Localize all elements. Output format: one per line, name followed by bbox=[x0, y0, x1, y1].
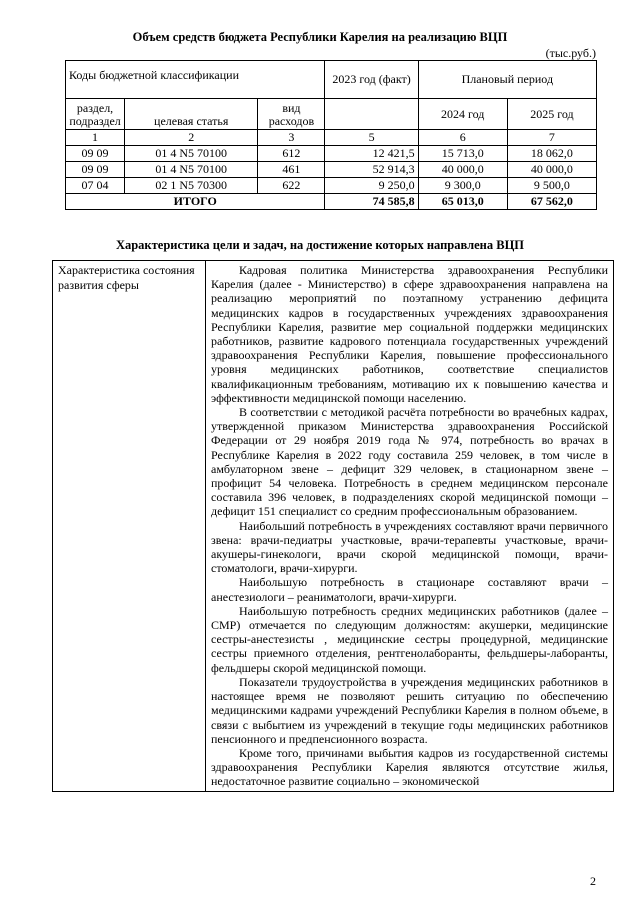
codes-header: Коды бюджетной классификации bbox=[66, 61, 325, 99]
paragraph: Наибольший потребность в учреждениях составляют врачи первичного звена: врачи-педиатры участковые, врачи-терапевты участковые, врачи- акушеры-гинекологи, врачи скорой медицинской помощи, врачи-стоматологи, врачи-хирурги. bbox=[211, 518, 608, 576]
table-cell: 07 04 bbox=[66, 178, 125, 194]
target-header: целевая статья bbox=[125, 99, 258, 130]
total-2024: 65 013,0 bbox=[418, 194, 507, 210]
table-cell: 9 250,0 bbox=[325, 178, 418, 194]
paragraph: Кадровая политика Министерства здравоохранения Республики Карелия (далее - Министерство) в сфере здравоохранения направлена на реализацию мероприятий по поэтапному устранению дефицита медицинских кадров в государственных учреждениях здравоохранения Республики Карелия, развитие мер социальной поддержки медицинских работников, развитие кадрового потенциала государственных учреждений здравоохранения Республики Карелия, повышение профессионального уровня медицинских работников, соответствие специалистов квалификационным требованиям, мотивацию их к повышению качества и эффективности медицинской помощи населению. bbox=[211, 263, 608, 405]
type-header: вид расходов bbox=[258, 99, 325, 130]
total-2025: 67 562,0 bbox=[507, 194, 596, 210]
goals-row bbox=[53, 261, 614, 792]
page-number: 2 bbox=[590, 874, 596, 888]
table-row bbox=[66, 162, 597, 178]
goals-label: Характеристика состояния развития сферы bbox=[53, 261, 206, 792]
table-cell: 15 713,0 bbox=[418, 146, 507, 162]
paragraph: Кроме того, причинами выбытия кадров из государственной системы здравоохранения Республики Карелия являются отсутствие жилья, недостаточное развитие социально – экономической bbox=[211, 745, 608, 789]
table-cell: 40 000,0 bbox=[418, 162, 507, 178]
table-cell: 01 4 N5 70100 bbox=[125, 146, 258, 162]
year2024-header: 2024 год bbox=[418, 99, 507, 130]
paragraph: Наибольшую потребность в стационаре составляют врачи – анестезиологи – реаниматологи, врачи-хирурги. bbox=[211, 575, 608, 604]
table-cell: 09 09 bbox=[66, 146, 125, 162]
table-cell: 461 bbox=[258, 162, 325, 178]
goals-title: Характеристика цели и задач, на достижение которых направлена ВЦП bbox=[115, 238, 525, 252]
table-cell: 612 bbox=[258, 146, 325, 162]
table-cell: 40 000,0 bbox=[507, 162, 596, 178]
goals-table bbox=[52, 260, 614, 792]
table-cell: 18 062,0 bbox=[507, 146, 596, 162]
table-cell: 9 300,0 bbox=[418, 178, 507, 194]
table-cell: 52 914,3 bbox=[325, 162, 418, 178]
total-label: ИТОГО bbox=[66, 194, 325, 210]
table-cell: 01 4 N5 70100 bbox=[125, 162, 258, 178]
table-cell: 5 bbox=[325, 130, 418, 146]
table-cell: 6 bbox=[418, 130, 507, 146]
paragraph: В соответствии с методикой расчёта потребности во врачебных кадрах, утвержденной приказом Министерства здравоохранения Российской Федерации от 29 ноября 2019 года № 974, потребность во врачах в Республике Карелия в 2022 году составила 259 человек, в том числе в амбулаторном звене – дефицит 329 человек, в стационарном звене – профицит 54 человека. Потребность в среднем медицинском персонале составила 396 человек, в подразделениях скорой медицинской помощи – дефицит 151 специалист со средним профессиональным образованием. bbox=[211, 405, 608, 519]
year2023-header: 2023 год (факт) bbox=[325, 61, 418, 99]
table-row bbox=[66, 146, 597, 162]
header-row bbox=[66, 61, 597, 99]
paragraph: Наибольшую потребность средних медицинских работников (далее – СМР) отмечается по следующим должностям: акушерки, медицинские сестры-анестезисты , медицинские сестры процедурной, медицинские сестры приемного отделения, рентгенолаборанты, фельдшеры-лаборанты, фельдшеры скорой медицинской помощи. bbox=[211, 603, 608, 675]
table-cell: 2 bbox=[125, 130, 258, 146]
table-cell: 12 421,5 bbox=[325, 146, 418, 162]
section-header: раздел, подраздел bbox=[66, 99, 125, 130]
budget-title: Объем средств бюджета Республики Карелия на реализацию ВЦП bbox=[132, 30, 508, 44]
budget-table bbox=[65, 60, 597, 210]
table-cell: 02 1 N5 70300 bbox=[125, 178, 258, 194]
table-cell: 7 bbox=[507, 130, 596, 146]
units-label: (тыс.руб.) bbox=[545, 46, 596, 60]
year2025-header: 2025 год bbox=[507, 99, 596, 130]
total-row bbox=[66, 194, 597, 210]
goals-text bbox=[206, 261, 614, 792]
column-numbers-row bbox=[66, 130, 597, 146]
table-cell: 1 bbox=[66, 130, 125, 146]
planned-header: Плановый период bbox=[418, 61, 596, 99]
table-cell: 9 500,0 bbox=[507, 178, 596, 194]
table-cell: 09 09 bbox=[66, 162, 125, 178]
table-row bbox=[66, 178, 597, 194]
table-cell: 622 bbox=[258, 178, 325, 194]
paragraph: Показатели трудоустройства в учреждения медицинских работников в настоящее время не позволяют решить ситуацию по обеспечению медицинскими кадрами учреждений Республики Карелия в полном объеме, в связи с выбытием из учреждений в текущие годы медицинских работников пенсионного и предпенсионного возраста. bbox=[211, 674, 608, 746]
table-cell: 3 bbox=[258, 130, 325, 146]
total-2023: 74 585,8 bbox=[325, 194, 418, 210]
